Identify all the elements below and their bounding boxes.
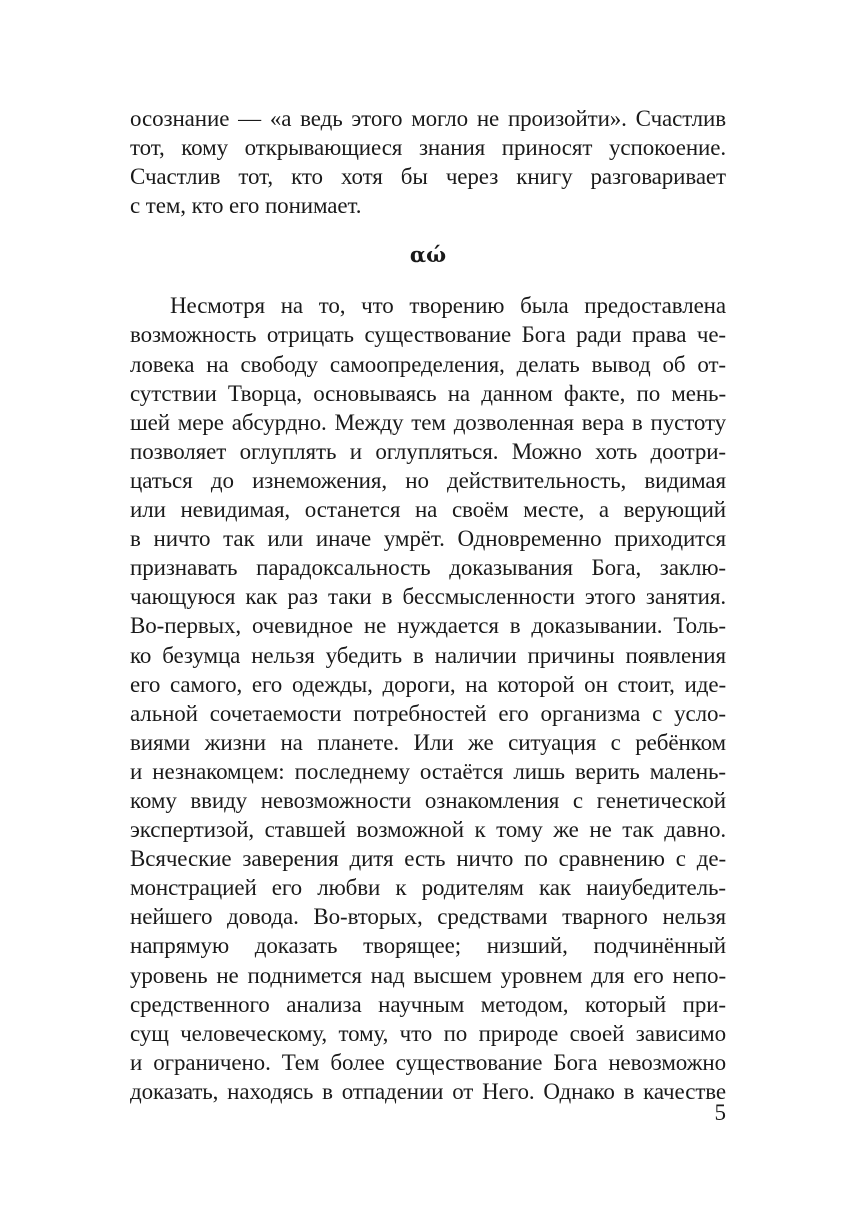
text-line: или невидимая, останется на своём месте, а верующий (130, 497, 726, 523)
text-line: кому ввиду невозможности ознакомления с генетической (130, 787, 726, 813)
text-line: позволяет оглуплять и оглупляться. Можно хоть доотри- (130, 438, 726, 464)
text-line: нейшего довода. Во-вторых, средствами тварного нельзя (130, 904, 726, 930)
text-line: и ограничено. Тем более существование Бога невозможно (130, 1049, 726, 1075)
text-line: виями жизни на планете. Или же ситуация с ребёнком (130, 729, 726, 755)
text-line: признавать парадоксальность доказывания Бога, заклю- (130, 555, 726, 581)
text-line: напрямую доказать творящее; низший, подчинённый (130, 933, 726, 959)
text-line: средственного анализа научным методом, который при- (130, 991, 726, 1017)
text-line: осознание — «а ведь этого могло не произойти». Счастлив (130, 106, 726, 131)
text-line: в ничто так или иначе умрёт. Одновременно приходится (130, 526, 726, 552)
text-line: и незнакомцем: последнему остаётся лишь верить малень- (130, 758, 726, 784)
text-line: сутствии Творца, основываясь на данном факте, по мень- (130, 380, 726, 406)
text-line: экспертизой, ставшей возможной к тому же не так давно. (130, 817, 726, 843)
text-line: ловека на свободу самоопределения, делать вывод об от- (130, 351, 726, 377)
text-line: Несмотря на то, что творению была предоставлена (170, 293, 726, 319)
page-number: 5 (714, 1100, 726, 1125)
text-line: его самого, его одежды, дороги, на которой он стоит, иде- (130, 671, 726, 697)
text-line: Счастлив тот, кто хотя бы через книгу разговаривает (130, 164, 726, 190)
page-body (130, 104, 726, 1106)
text-line: уровень не поднимется над высшем уровнем для его непо- (130, 962, 726, 988)
text-line: Во-первых, очевидное не нуждается в доказывании. Толь- (130, 613, 726, 639)
text-line: альной сочетаемости потребностей его организма с усло- (130, 700, 726, 726)
text-line: цаться до изнеможения, но действительность, видимая (130, 467, 726, 493)
paragraph-main (130, 291, 726, 1106)
text-line: чающуюся как раз таки в бессмысленности этого занятия. (130, 584, 726, 610)
paragraph-top (130, 104, 726, 220)
text-line: сущ человеческому, тому, что по природе своей зависимо (130, 1020, 726, 1046)
section-divider: αώ (409, 242, 447, 268)
text-line: тот, кому открывающиеся знания приносят успокоение. (130, 135, 726, 161)
text-line: ко безумца нельзя убедить в наличии причины появления (130, 642, 726, 668)
text-line: шей мере абсурдно. Между тем дозволенная вера в пустоту (130, 409, 726, 435)
text-line: монстрацией его любви к родителям как наиубедитель- (130, 875, 726, 901)
text-line: Всяческие заверения дитя есть ничто по сравнению с де- (130, 846, 726, 872)
text-line: доказать, находясь в отпадении от Него. Однако в качестве (130, 1078, 726, 1104)
text-line: с тем, кто его понимает. (130, 193, 362, 219)
text-line: возможность отрицать существование Бога ради права че- (130, 322, 726, 348)
